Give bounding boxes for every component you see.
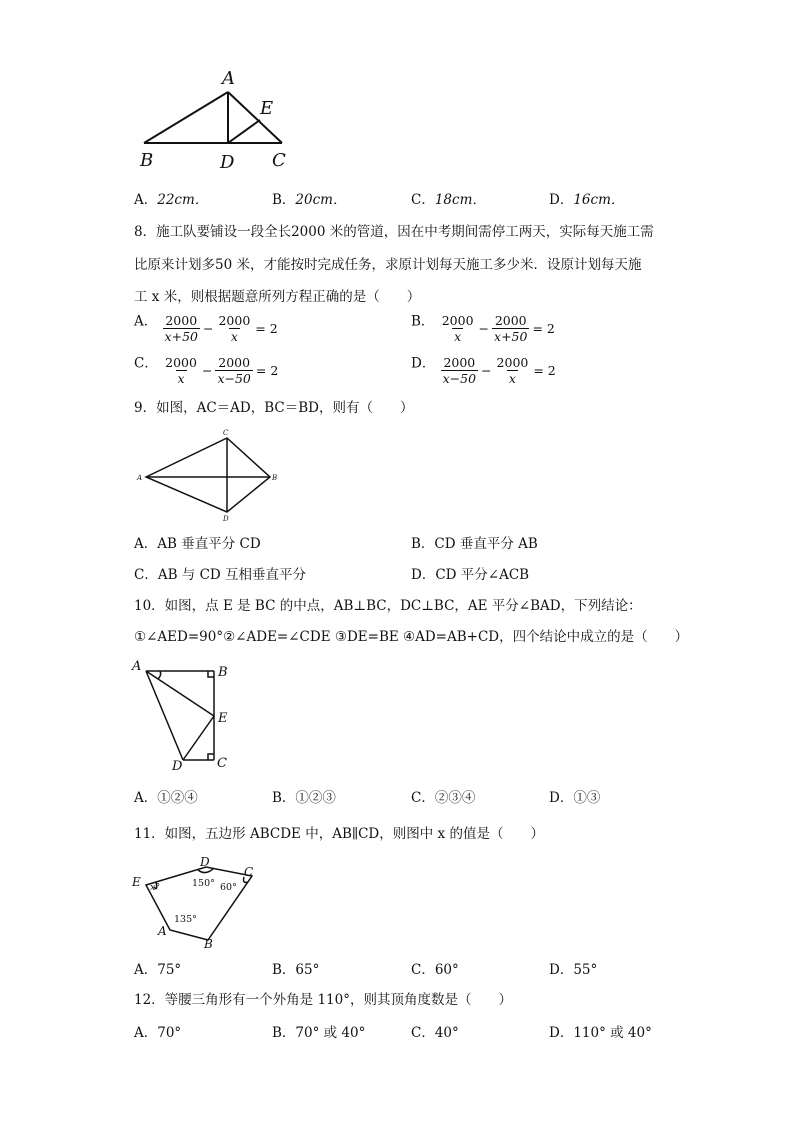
q7-option-d[interactable]: D．16cm． — [549, 192, 625, 208]
q7-label-c: C — [272, 150, 286, 171]
q8-option-d[interactable]: D． $\frac{2000}{x-50}$ − $\frac{2000}{x}$ = 2 — [411, 355, 556, 386]
q8-option-b[interactable]: B． $\frac{2000}{x}$ − $\frac{2000}{x+50}$ = 2 — [411, 313, 555, 344]
q9-label-c: C — [223, 429, 229, 437]
q7-option-c[interactable]: C．18cm． — [411, 192, 486, 208]
q9-figure — [130, 426, 290, 526]
q12-option-b[interactable]: B．70° 或 40° — [272, 1025, 366, 1041]
q10-label-b: B — [218, 665, 228, 680]
q11-label-e: E — [132, 875, 141, 889]
q11-label-c: C — [244, 865, 254, 879]
q7-label-a: A — [222, 68, 235, 89]
q9-label-d: D — [223, 515, 229, 523]
q10-stem-line1: 10．如图，点 E 是 BC 的中点，AB⊥BC，DC⊥BC，AE 平分∠BAD，下列结论： — [134, 598, 642, 614]
q11-angle-150: 150° — [192, 878, 215, 889]
q7-label-e: E — [260, 98, 274, 119]
q8-stem-line2: 比原来计划多50 米，才能按时完成任务，求原计划每天施工多少米．设原计划每天施 — [134, 257, 642, 273]
q11-option-b[interactable]: B．65° — [272, 962, 320, 978]
q10-option-a[interactable]: A．①②④ — [134, 790, 198, 806]
q7-option-a[interactable]: A．22cm． — [134, 192, 209, 208]
q9-option-a[interactable]: A．AB 垂直平分 CD — [134, 536, 261, 552]
q10-option-b[interactable]: B．①②③ — [272, 790, 336, 806]
q7-label-d: D — [220, 152, 235, 173]
q9-option-d[interactable]: D．CD 平分∠ACB — [411, 567, 530, 583]
q12-option-a[interactable]: A．70° — [134, 1025, 182, 1041]
q11-angle-135: 135° — [174, 914, 197, 925]
q10-label-a: A — [132, 659, 142, 674]
q11-label-d: D — [200, 855, 210, 869]
q12-option-d[interactable]: D．110° 或 40° — [549, 1025, 652, 1041]
q11-label-b: B — [204, 937, 213, 951]
q11-label-a: A — [158, 924, 167, 938]
q10-option-c[interactable]: C．②③④ — [411, 790, 476, 806]
q10-label-e: E — [218, 711, 228, 726]
q8-option-a[interactable]: A． $\frac{2000}{x+50}$ − $\frac{2000}{x}$ = 2 — [134, 313, 278, 344]
q12-stem: 12．等腰三角形有一个外角是 110°，则其顶角度数是（ ） — [134, 992, 512, 1008]
q8-stem-line1: 8．施工队要铺设一段全长2000 米的管道，因在中考期间需停工两天，实际每天施工需 — [134, 224, 654, 240]
q11-angle-60: 60° — [220, 882, 237, 893]
q12-option-c[interactable]: C．40° — [411, 1025, 459, 1041]
q10-stem-line2: ①∠AED=90°②∠ADE=∠CDE ③DE=BE ④AD=AB+CD，四个结论中成立的是（ ） — [134, 629, 689, 645]
q9-label-b: B — [272, 474, 278, 482]
q7-option-b[interactable]: B．20cm． — [272, 192, 347, 208]
q11-stem: 11．如图，五边形 ABCDE 中，AB∥CD，则图中 x 的值是（ ） — [134, 826, 544, 842]
q10-figure — [128, 656, 248, 776]
q9-stem: 9．如图，AC＝AD，BC＝BD，则有（ ） — [134, 400, 414, 416]
q8-option-c[interactable]: C． $\frac{2000}{x}$ − $\frac{2000}{x-50}$ = 2 — [134, 355, 279, 386]
q11-figure — [128, 852, 268, 952]
q7-figure — [130, 62, 300, 177]
q11-option-d[interactable]: D．55° — [549, 962, 598, 978]
q9-option-c[interactable]: C．AB 与 CD 互相垂直平分 — [134, 567, 307, 583]
q10-label-c: C — [217, 756, 227, 771]
q9-option-b[interactable]: B．CD 垂直平分 AB — [411, 536, 538, 552]
q11-angle-x: x° — [150, 882, 161, 893]
q8-stem-line3: 工 x 米，则根据题意所列方程正确的是（ ） — [134, 289, 421, 305]
q10-label-d: D — [172, 759, 183, 774]
q7-label-b: B — [140, 150, 154, 171]
q11-option-a[interactable]: A．75° — [134, 962, 182, 978]
q10-option-d[interactable]: D．①③ — [549, 790, 601, 806]
q11-option-c[interactable]: C．60° — [411, 962, 459, 978]
q9-label-a: A — [137, 474, 143, 482]
